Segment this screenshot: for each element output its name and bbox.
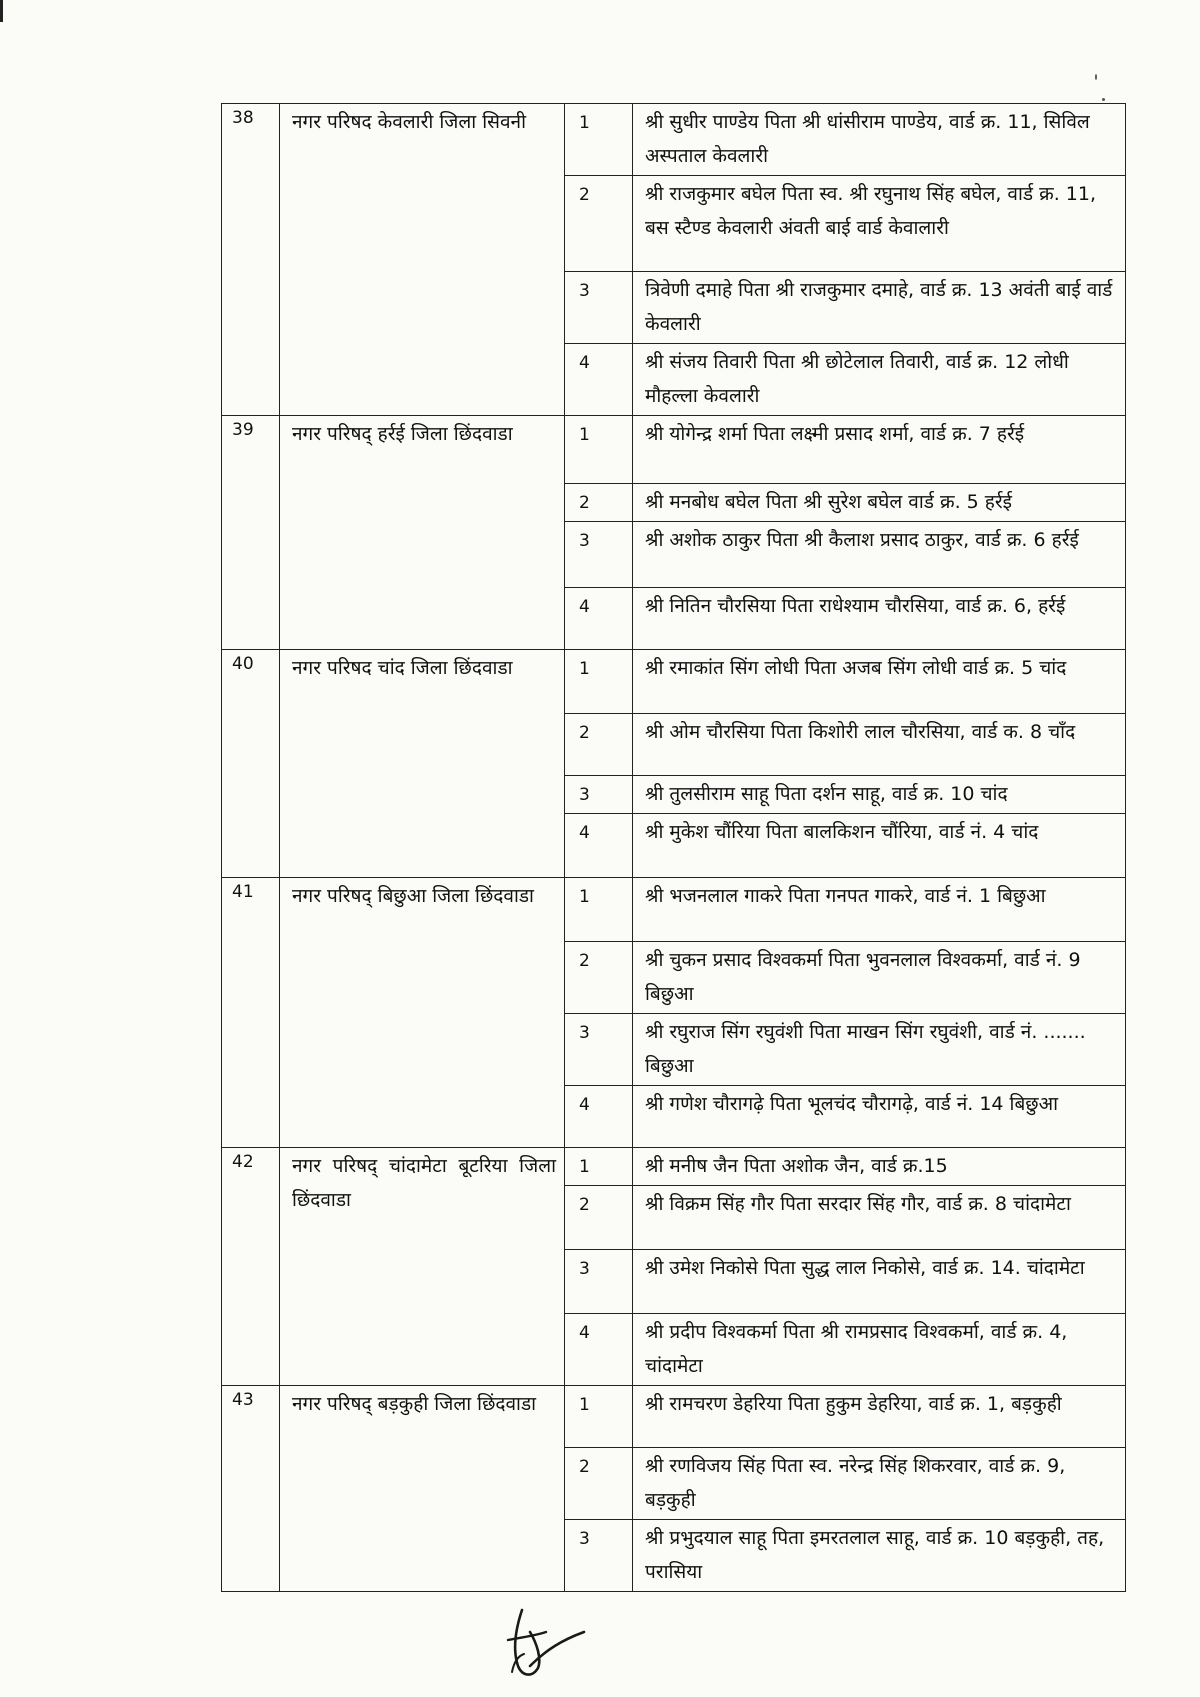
member-details: श्री गणेश चौरागढ़े पिता भूलचंद चौरागढ़े, वार्ड नं. 14 बिछुआ (645, 1093, 1059, 1115)
serial-number: 40 (232, 654, 254, 674)
member-detail-cell (633, 776, 1126, 814)
council-name: नगर परिषद चांद जिला छिंदवाडा (292, 657, 513, 679)
member-index: 4 (579, 353, 590, 373)
member-index-cell (565, 776, 633, 814)
table-row (222, 1148, 1126, 1186)
member-index: 2 (579, 1195, 590, 1215)
member-index-cell (565, 104, 633, 176)
member-detail-cell (633, 814, 1126, 878)
member-details: श्री प्रदीप विश्वकर्मा पिता श्री रामप्रसाद विश्वकर्मा, वार्ड क्र. 4, चांदामेटा (645, 1321, 1068, 1377)
member-details: त्रिवेणी दमाहे पिता श्री राजकुमार दमाहे, वार्ड क्र. 13 अवंती बाई वार्ड केवलारी (645, 279, 1113, 335)
member-detail-cell (633, 942, 1126, 1014)
serial-number: 38 (232, 108, 254, 128)
table-row (222, 416, 1126, 484)
council-name: नगर परिषद् चांदामेटा बूटरिया जिला छिंदवाडा (292, 1155, 556, 1211)
member-index-cell (565, 272, 633, 344)
member-detail-cell (633, 650, 1126, 714)
member-index-cell (565, 522, 633, 588)
members-table (221, 103, 1126, 1592)
member-index-cell (565, 1250, 633, 1314)
member-index: 3 (579, 1259, 590, 1279)
member-detail-cell (633, 1448, 1126, 1520)
serial-number: 43 (232, 1390, 254, 1410)
member-detail-cell (633, 1086, 1126, 1148)
member-index-cell (565, 650, 633, 714)
member-detail-cell (633, 1386, 1126, 1448)
member-index-cell (565, 1520, 633, 1592)
member-index-cell (565, 484, 633, 522)
handwritten-signature (500, 1602, 590, 1687)
member-detail-cell (633, 1250, 1126, 1314)
member-details: श्री तुलसीराम साहू पिता दर्शन साहू, वार्ड क्र. 10 चांद (645, 783, 1008, 805)
member-detail-cell (633, 416, 1126, 484)
member-index: 1 (579, 113, 590, 133)
member-index: 3 (579, 281, 590, 301)
member-details: श्री रामचरण डेहरिया पिता हुकुम डेहरिया, वार्ड क्र. 1, बड़कुही (645, 1393, 1062, 1415)
member-index: 4 (579, 1095, 590, 1115)
member-details: श्री राजकुमार बघेल पिता स्व. श्री रघुनाथ सिंह बघेल, वार्ड क्र. 11, बस स्टैण्ड केवलारी अंवती बाई वार्ड केवालारी (645, 183, 1096, 239)
member-details: श्री प्रभुदयाल साहू पिता इमरतलाल साहू, वार्ड क्र. 10 बड़कुही, तह, परासिया (645, 1527, 1105, 1583)
member-detail-cell (633, 176, 1126, 272)
member-index: 4 (579, 823, 590, 843)
member-index: 2 (579, 493, 590, 513)
serial-cell (222, 1148, 280, 1386)
member-index-cell (565, 1386, 633, 1448)
member-index: 4 (579, 597, 590, 617)
member-index-cell (565, 1148, 633, 1186)
member-index: 4 (579, 1323, 590, 1343)
member-detail-cell (633, 522, 1126, 588)
member-details: श्री भजनलाल गाकरे पिता गनपत गाकरे, वार्ड नं. 1 बिछुआ (645, 885, 1046, 907)
member-index: 3 (579, 785, 590, 805)
member-index: 2 (579, 185, 590, 205)
member-detail-cell (633, 878, 1126, 942)
table-row (222, 650, 1126, 714)
members-table-body (222, 104, 1126, 1592)
member-index: 2 (579, 951, 590, 971)
member-index: 1 (579, 425, 590, 445)
council-cell (280, 878, 565, 1148)
member-index: 3 (579, 531, 590, 551)
serial-number: 42 (232, 1152, 254, 1172)
member-detail-cell (633, 484, 1126, 522)
member-index-cell (565, 588, 633, 650)
member-details: श्री उमेश निकोसे पिता सुद्ध लाल निकोसे, वार्ड क्र. 14. चांदामेटा (645, 1257, 1085, 1279)
member-index-cell (565, 1314, 633, 1386)
member-index-cell (565, 814, 633, 878)
member-index-cell (565, 878, 633, 942)
serial-number: 41 (232, 882, 254, 902)
serial-cell (222, 416, 280, 650)
serial-cell (222, 878, 280, 1148)
member-index: 3 (579, 1529, 590, 1549)
member-details: श्री रमाकांत सिंग लोधी पिता अजब सिंग लोधी वार्ड क्र. 5 चांद (645, 657, 1067, 679)
member-index: 2 (579, 1457, 590, 1477)
member-details: श्री अशोक ठाकुर पिता श्री कैलाश प्रसाद ठाकुर, वार्ड क्र. 6 हर्रई (645, 529, 1079, 551)
member-index: 3 (579, 1023, 590, 1043)
council-name: नगर परिषद् हर्रई जिला छिंदवाडा (292, 423, 513, 445)
member-detail-cell (633, 104, 1126, 176)
member-index: 2 (579, 723, 590, 743)
member-index-cell (565, 942, 633, 1014)
member-details: श्री संजय तिवारी पिता श्री छोटेलाल तिवारी, वार्ड क्र. 12 लोधी मौहल्ला केवलारी (645, 351, 1069, 407)
member-index-cell (565, 344, 633, 416)
member-index-cell (565, 714, 633, 776)
member-index-cell (565, 1014, 633, 1086)
council-cell (280, 416, 565, 650)
member-index-cell (565, 416, 633, 484)
council-name: नगर परिषद् बिछुआ जिला छिंदवाडा (292, 885, 534, 907)
member-details: श्री रघुराज सिंग रघुवंशी पिता माखन सिंग रघुवंशी, वार्ड नं. ....... बिछुआ (645, 1021, 1086, 1077)
table-row (222, 104, 1126, 176)
member-detail-cell (633, 1186, 1126, 1250)
member-details: श्री मनबोध बघेल पिता श्री सुरेश बघेल वार्ड क्र. 5 हर्रई (645, 491, 1012, 513)
member-index-cell (565, 1448, 633, 1520)
serial-cell (222, 104, 280, 416)
scan-speck (1102, 98, 1105, 101)
member-index: 1 (579, 1395, 590, 1415)
member-index: 1 (579, 887, 590, 907)
council-name: नगर परिषद केवलारी जिला सिवनी (292, 111, 526, 133)
member-detail-cell (633, 714, 1126, 776)
table-row (222, 1386, 1126, 1448)
serial-cell (222, 1386, 280, 1592)
scan-edge-mark (0, 0, 3, 22)
serial-number: 39 (232, 420, 254, 440)
member-detail-cell (633, 1014, 1126, 1086)
member-details: श्री विक्रम सिंह गौर पिता सरदार सिंह गौर, वार्ड क्र. 8 चांदामेटा (645, 1193, 1071, 1215)
serial-cell (222, 650, 280, 878)
member-details: श्री योगेन्द्र शर्मा पिता लक्ष्मी प्रसाद शर्मा, वार्ड क्र. 7 हर्रई (645, 423, 1025, 445)
member-index: 1 (579, 659, 590, 679)
council-cell (280, 1386, 565, 1592)
council-cell (280, 1148, 565, 1386)
council-cell (280, 650, 565, 878)
council-name: नगर परिषद् बड़कुही जिला छिंदवाडा (292, 1393, 537, 1415)
member-details: श्री रणविजय सिंह पिता स्व. नरेन्द्र सिंह शिकरवार, वार्ड क्र. 9, बड़कुही (645, 1455, 1066, 1511)
member-detail-cell (633, 344, 1126, 416)
member-detail-cell (633, 272, 1126, 344)
member-details: श्री ओम चौरसिया पिता किशोरी लाल चौरसिया, वार्ड क. 8 चाँद (645, 721, 1076, 743)
member-details: श्री मनीष जैन पिता अशोक जैन, वार्ड क्र.15 (645, 1155, 948, 1177)
member-index-cell (565, 1186, 633, 1250)
member-index-cell (565, 176, 633, 272)
member-detail-cell (633, 588, 1126, 650)
member-details: श्री चुकन प्रसाद विश्वकर्मा पिता भुवनलाल विश्वकर्मा, वार्ड नं. 9 बिछुआ (645, 949, 1081, 1005)
member-index: 1 (579, 1157, 590, 1177)
table-row (222, 878, 1126, 942)
member-detail-cell (633, 1148, 1126, 1186)
member-index-cell (565, 1086, 633, 1148)
member-details: श्री सुधीर पाण्डेय पिता श्री धांसीराम पाण्डेय, वार्ड क्र. 11, सिविल अस्पताल केवलारी (645, 111, 1090, 167)
member-detail-cell (633, 1314, 1126, 1386)
member-details: श्री नितिन चौरसिया पिता राधेश्याम चौरसिया, वार्ड क्र. 6, हर्रई (645, 595, 1066, 617)
member-detail-cell (633, 1520, 1126, 1592)
member-details: श्री मुकेश चौंरिया पिता बालकिशन चौंरिया, वार्ड नं. 4 चांद (645, 821, 1039, 843)
council-cell (280, 104, 565, 416)
scan-speck (1095, 74, 1097, 80)
